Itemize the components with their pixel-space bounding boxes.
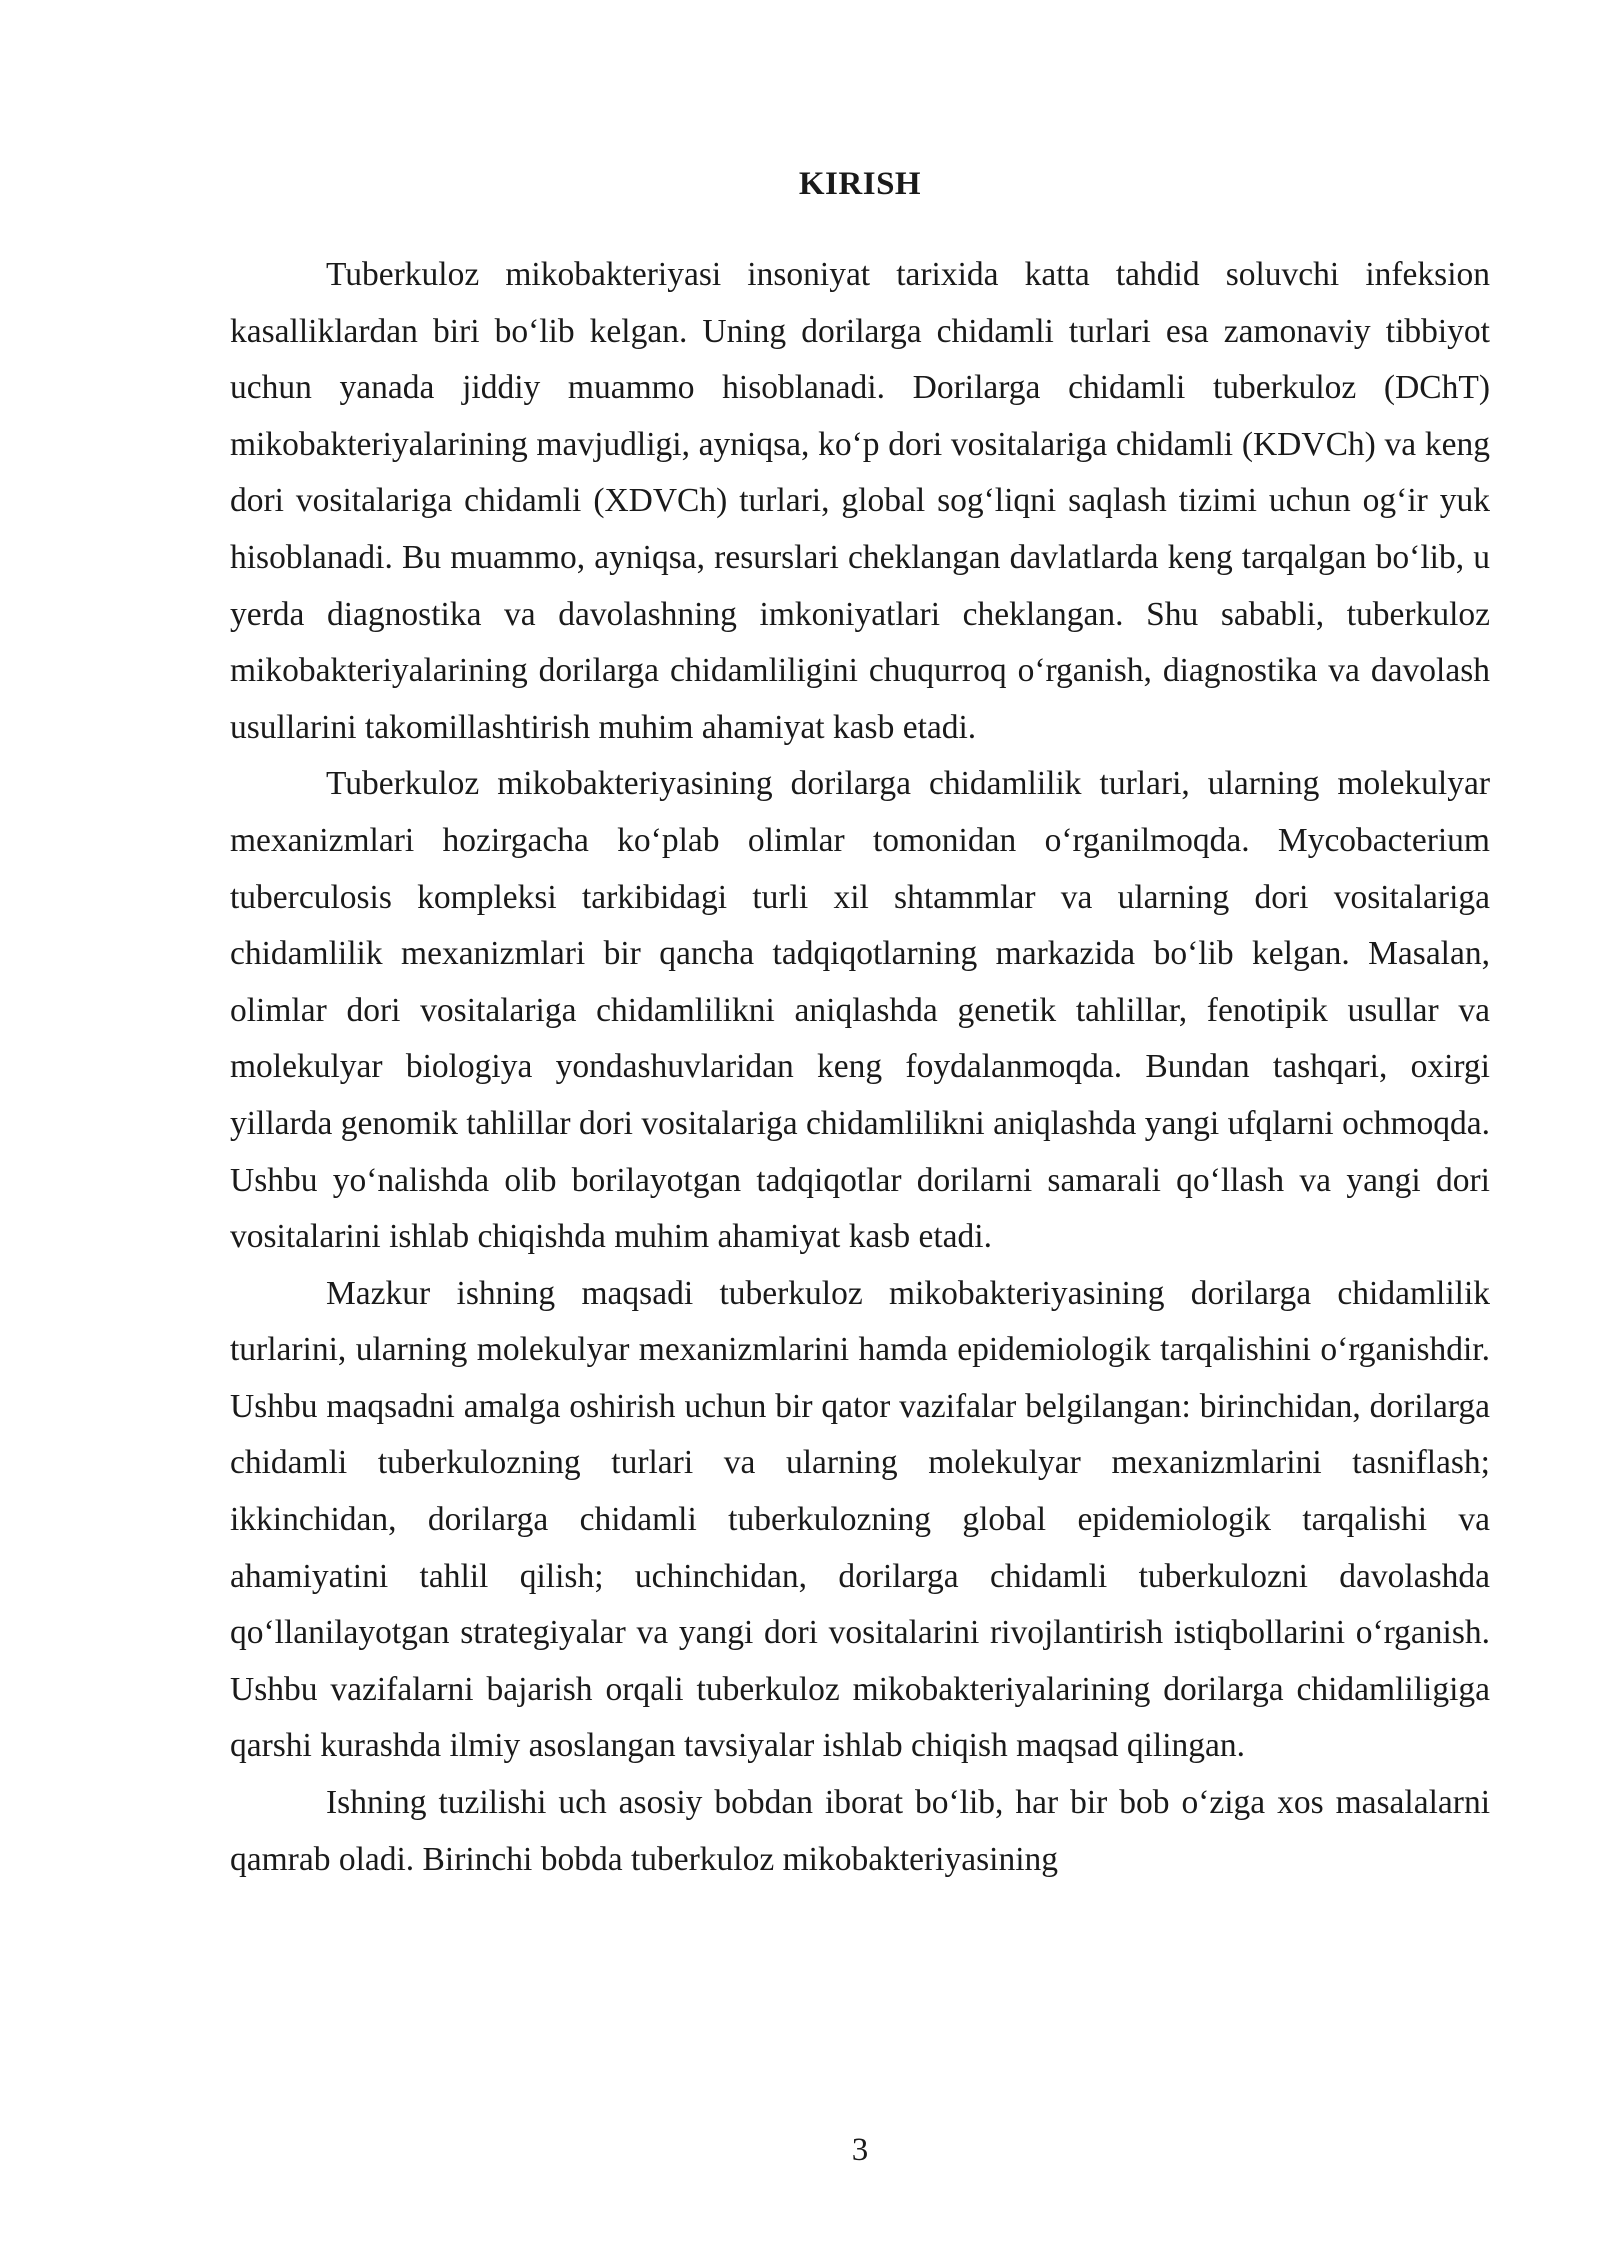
body-text (230, 247, 1490, 1888)
paragraph-aims-and-tasks: Mazkur ishning maqsadi tuberkuloz mikobakteriyasining dorilarga chidamlilik turlarini, ularning molekulyar mexanizmlarini hamda epidemiologik tarqalishini o‘rganishdir. Ushbu maqsadni amalga oshirish uchun bir qator vazifalar belgilangan: birinchidan, dorilarga chidamli tuberkulozning turlari va ularning molekulyar mexanizmlarini tasniflash; ikkinchidan, dorilarga chidamli tuberkulozning global epidemiologik tarqalishi va ahamiyatini tahlil qilish; uchinchidan, dorilarga chidamli tuberkulozni davolashda qo‘llanilayotgan strategiyalar va yangi dori vositalarini rivojlantirish istiqbollarini o‘rganish. Ushbu vazifalarni bajarish orqali tuberkuloz mikobakteriyalarining dorilarga chidamliligiga qarshi kurashda ilmiy asoslangan tavsiyalar ishlab chiqish maqsad qilingan. (230, 1274, 1490, 1765)
paragraph-structure: Ishning tuzilishi uch asosiy bobdan iborat bo‘lib, har bir bob o‘ziga xos masalalarni qamrab oladi. Birinchi bobda tuberkuloz mikobakteriyasining (230, 1784, 1490, 1878)
paragraph-research-overview: Tuberkuloz mikobakteriyasining dorilarga chidamlilik turlari, ularning molekulyar mexanizmlari hozirgacha ko‘plab olimlar tomonidan o‘rganilmoqda. Mycobacterium tuberculosis kompleksi tarkibidagi turli xil shtammlar va ularning dori vositalariga chidamlilik mexanizmlari bir qancha tadqiqotlarning markazida bo‘lib kelgan. Masalan, olimlar dori vositalariga chidamlilikni aniqlashda genetik tahlillar, fenotipik usullar va molekulyar biologiya yondashuvlaridan keng foydalanmoqda. Bundan tashqari, oxirgi yillarda genomik tahlillar dori vositalariga chidamlilikni aniqlashda yangi ufqlarni ochmoqda. Ushbu yo‘nalishda olib borilayotgan tadqiqotlar dorilarni samarali qo‘llash va yangi dori vositalarini ishlab chiqishda muhim ahamiyat kasb etadi. (230, 765, 1490, 1256)
section-heading: KIRISH (798, 166, 922, 202)
page-number: 3 (851, 2132, 869, 2168)
paragraph-introduction: Tuberkuloz mikobakteriyasi insoniyat tarixida katta tahdid soluvchi infeksion kasalliklardan biri bo‘lib kelgan. Uning dorilarga chidamli turlari esa zamonaviy tibbiyot uchun yanada jiddiy muammo hisoblanadi. Dorilarga chidamli tuberkuloz (DChT) mikobakteriyalarining mavjudligi, ayniqsa, ko‘p dori vositalariga chidamli (KDVCh) va keng dori vositalariga chidamli (XDVCh) turlari, global sog‘liqni saqlash tizimi uchun og‘ir yuk hisoblanadi. Bu muammo, ayniqsa, resurslari cheklangan davlatlarda keng tarqalgan bo‘lib, u yerda diagnostika va davolashning imkoniyatlari cheklangan. Shu sababli, tuberkuloz mikobakteriyalarining dorilarga chidamliligini chuqurroq o‘rganish, diagnostika va davolash usullarini takomillashtirish muhim ahamiyat kasb etadi. (230, 256, 1490, 746)
